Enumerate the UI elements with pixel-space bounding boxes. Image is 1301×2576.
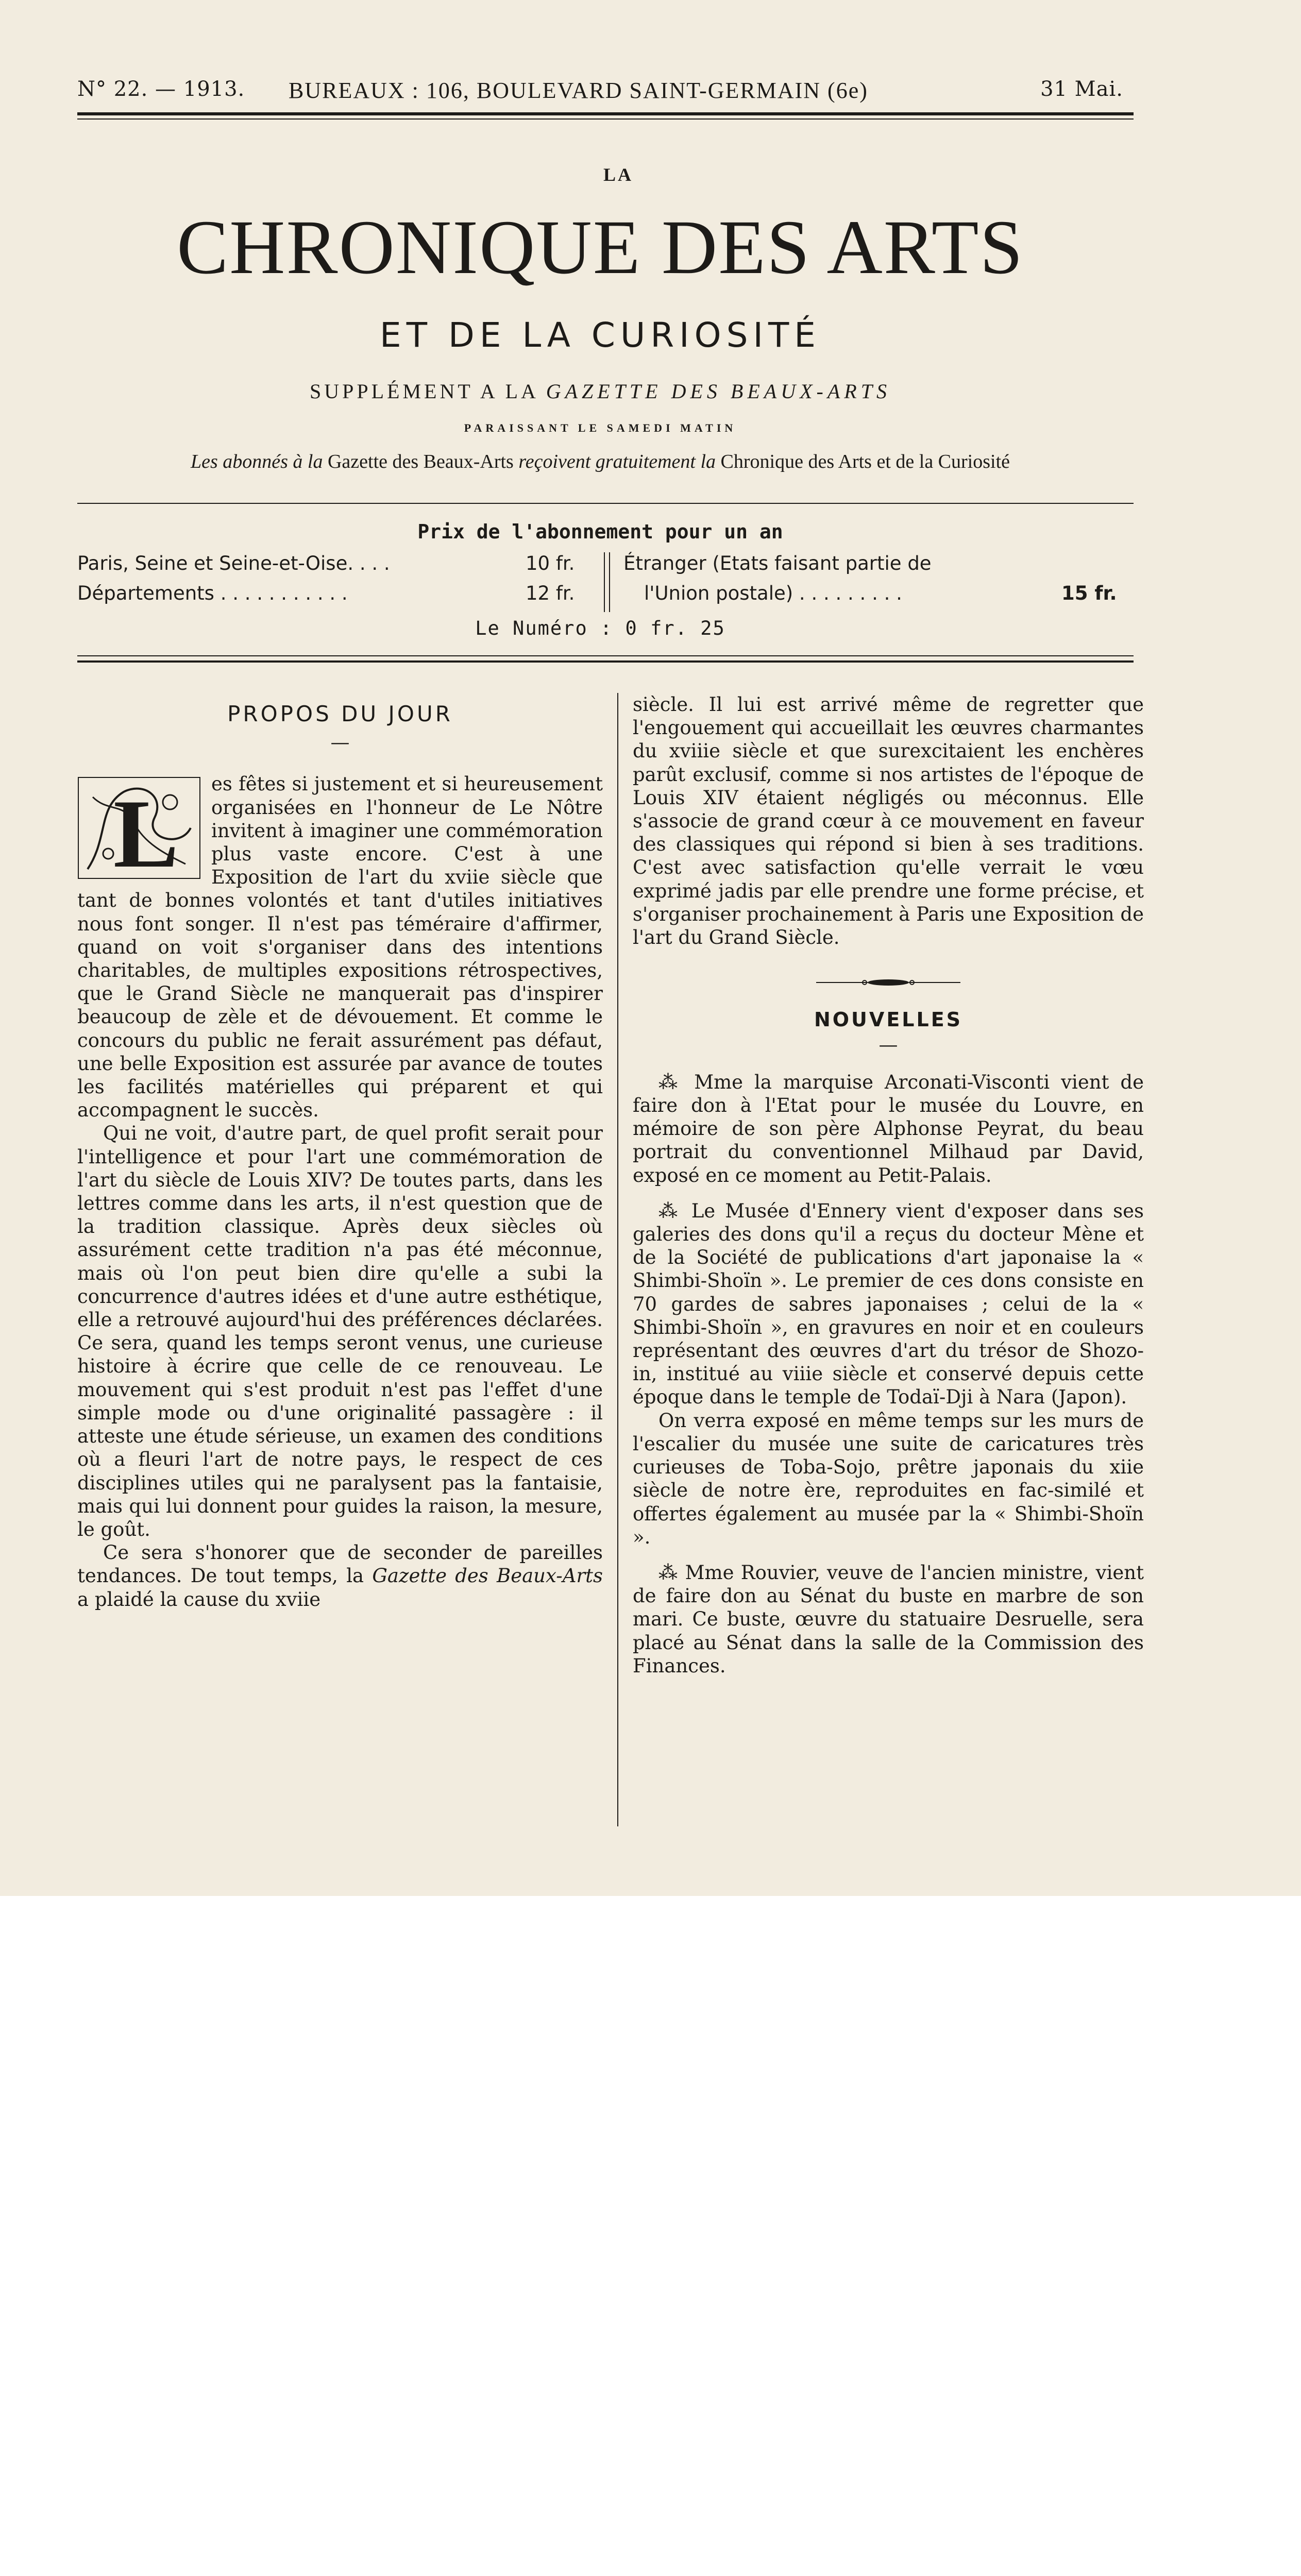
- nouvelles-item-3: [633, 1561, 1144, 1677]
- prix-row-etranger-1: [623, 552, 1128, 578]
- dropcap-l: [77, 776, 201, 879]
- nouvelles-item-2b: On verra exposé en même temps sur les murs de l'escalier du musée une suite de caricatures très curieuses de Toba-Sojo, prêtre japonais du xiie siècle de notre ère, reproduites en fac-similé et offertes également au musée par la « Shimbi-Shoïn ».: [633, 1409, 1144, 1548]
- abonnes-middle: reçoivent gratuitement la: [518, 451, 716, 472]
- asterism-icon: ⁂: [658, 1071, 683, 1093]
- propos-p3-end: a plaidé la cause du xviie: [77, 1588, 321, 1611]
- nouvelles-item-1: [633, 1071, 1144, 1187]
- prix-row-departements: [77, 582, 593, 608]
- propos-paragraph-1: es fêtes si justement et si heureusement organisées en l'honneur de Le Nôtre invitent à imaginer une commémoration plus vaste encore. C'est à une Exposition de l'art du xviie siècle que tant de bonnes volontés et tant d'utiles initiatives nous font songer. Il n'est pas téméraire d'affirmer, quand on voit s'organiser dans des intentions charitables, de multiples expositions rétrospectives, que le Grand Siècle ne manquerait pas d'inspirer beaucoup de zèle et de dévouement. Et comme le concours du public ne ferait assurément pas défaut, une belle Exposition est assurée par avance de toutes les facilités matérielles qui préparent et qui accompagnent le succès.: [77, 773, 603, 1122]
- prix-numero: Le Numéro : 0 fr. 25: [475, 617, 725, 639]
- prix-row-paris: [77, 552, 593, 578]
- prix-dept-price: 12 fr.: [526, 582, 575, 604]
- prix-divider-a: [604, 552, 605, 612]
- body-rule-thick: [77, 660, 1134, 663]
- digitization-footer: [0, 1896, 1301, 2001]
- body-rule-thin: [77, 655, 1134, 656]
- propos-dash: —: [330, 731, 350, 754]
- supplement-gazette: GAZETTE DES BEAUX-ARTS: [546, 380, 891, 403]
- nouvelles-item-2: [633, 1199, 1144, 1409]
- issue-date: 31 Mai.: [1040, 77, 1123, 101]
- supplement-prefix: SUPPLÉMENT A LA: [310, 380, 538, 403]
- issue-number: N° 22. — 1913.: [77, 77, 245, 101]
- propos-paragraph-2: Qui ne voit, d'autre part, de quel profit serait pour l'intelligence et pour l'art une commémoration de l'art du siècle de Louis XIV? De toutes parts, dans les lettres comme dans les arts, il n'est question que de la tradition classique. Après deux siècles où assurément cette tradition n'a pas été méconnue, mais où l'on peut bien dire qu'elle a subi la concurrence d'autres idées et d'une autre esthétique, elle a retrouvé aujourd'hui des préférences déclarées. Ce sera, quand les temps seront venus, une curieuse histoire à écrire que celle de ce renouveau. Le mouvement qui s'est produit n'est pas l'effet d'une simple mode ou d'une originalité passagère : il atteste une étude sérieuse, un examen des conditions où a fleuri l'art de notre pays, le respect de ces disciplines utiles qui ne paralysent pas la fantaisie, mais qui lui donnent pour guides la raison, la mesure, le goût.: [77, 1122, 603, 1540]
- propos-paragraph-3: [77, 1541, 603, 1611]
- dropcap-letter: L: [113, 780, 179, 880]
- column-right: [633, 693, 1144, 1677]
- column-left: [77, 693, 603, 1611]
- prix-paris-price: 10 fr.: [526, 552, 575, 574]
- section-ornament: [633, 970, 1144, 993]
- prix-paris-label: Paris, Seine et Seine-et-Oise. . . .: [77, 552, 390, 574]
- column-divider: [617, 693, 618, 1826]
- prix-dept-label: Départements . . . . . . . . . . .: [77, 582, 348, 604]
- header-rule-thin: [77, 118, 1134, 120]
- prix-row-etranger-2: [644, 582, 1128, 608]
- masthead-paraissant: PARAISSANT LE SAMEDI MATIN: [464, 421, 737, 434]
- asterism-icon: ⁂: [658, 1199, 682, 1222]
- abonnes-gazette: Gazette des Beaux-Arts: [327, 451, 514, 472]
- masthead-supplement: [77, 379, 1123, 403]
- nouvelles-dash: —: [878, 1033, 898, 1056]
- prix-rule-top: [77, 503, 1134, 504]
- nouvelles-item-3-text: Mme Rouvier, veuve de l'ancien ministre, vient de faire don au Sénat du buste en marbre de son mari. Ce buste, œuvre du statuaire Desruelle, sera placé au Sénat dans la salle de la Commission des Finances.: [633, 1561, 1144, 1677]
- abonnes-chronique: Chronique des Arts et de la Curiosité: [720, 451, 1010, 472]
- prix-etranger-line1: Étranger (Etats faisant partie de: [623, 552, 932, 574]
- ornamental-l-icon: [77, 776, 201, 879]
- masthead-la: LA: [603, 164, 633, 185]
- nouvelles-item-1-text: Mme la marquise Arconati-Visconti vient de faire don à l'Etat pour le musée du Louvre, en mémoire de son père Alphonse Peyrat, du beau portrait du conventionnel Milhaud par David, exposé en ce moment au Petit-Palais.: [633, 1071, 1144, 1187]
- nouvelles-title: NOUVELLES: [814, 1008, 963, 1031]
- prix-divider-b: [609, 552, 610, 612]
- propos-p3-gazette: Gazette des Beaux-Arts: [372, 1565, 603, 1587]
- ornament-divider-icon: [816, 977, 960, 988]
- prix-title: Prix de l'abonnement pour un an: [417, 520, 783, 543]
- masthead-title: CHRONIQUE DES ARTS: [177, 205, 1024, 290]
- masthead-abonnes: [77, 450, 1123, 473]
- propos-p3-start: Ce sera s'honorer que de seconder de pareilles tendances. De tout temps, la: [77, 1541, 603, 1587]
- masthead-subtitle: ET DE LA CURIOSITÉ: [380, 315, 821, 355]
- propos-paragraph-4: siècle. Il lui est arrivé même de regretter que l'engouement qui accueillait les œuvres charmantes du xviiie siècle et que surexcitaient les enchères parût exclusif, comme si nos artistes de l'époque de Louis XIV étaient négligés ou méconnus. Elle s'associe de grand cœur à ce mouvement en faveur des classiques qui répond si bien à ses traditions. C'est avec satisfaction qu'elle verrait le vœu exprimé jadis par elle prendre une forme précise, et s'organiser prochainement à Paris une Exposition de l'art du Grand Siècle.: [633, 693, 1144, 949]
- prix-etranger-line2: l'Union postale) . . . . . . . . .: [644, 582, 902, 604]
- header-rule-thick: [77, 112, 1134, 115]
- abonnes-prefix: Les abonnés à la: [190, 451, 323, 472]
- nouvelles-item-2-text: Le Musée d'Ennery vient d'exposer dans ses galeries des dons qu'il a reçus du docteur Mène et de la Société de publications d'art japonaise la « Shimbi-Shoïn ». Le premier de ces dons consiste en 70 gardes de sabres japonaises ; celui de la « Shimbi-Shoïn », en gravures en noir et en couleurs représentant des œuvres d'art du trésor de Shozo-in, institué au viiie siècle et conservé depuis cette époque dans le temple de Todaï-Dji à Nara (Japon).: [633, 1199, 1144, 1409]
- asterism-icon: ⁂: [658, 1561, 679, 1584]
- bureaux-address: BUREAUX : 106, BOULEVARD SAINT-GERMAIN (6e): [289, 78, 868, 103]
- prix-etranger-price: 15 fr.: [1061, 582, 1117, 604]
- issue-header: [77, 77, 1123, 108]
- propos-title: PROPOS DU JOUR: [227, 701, 453, 726]
